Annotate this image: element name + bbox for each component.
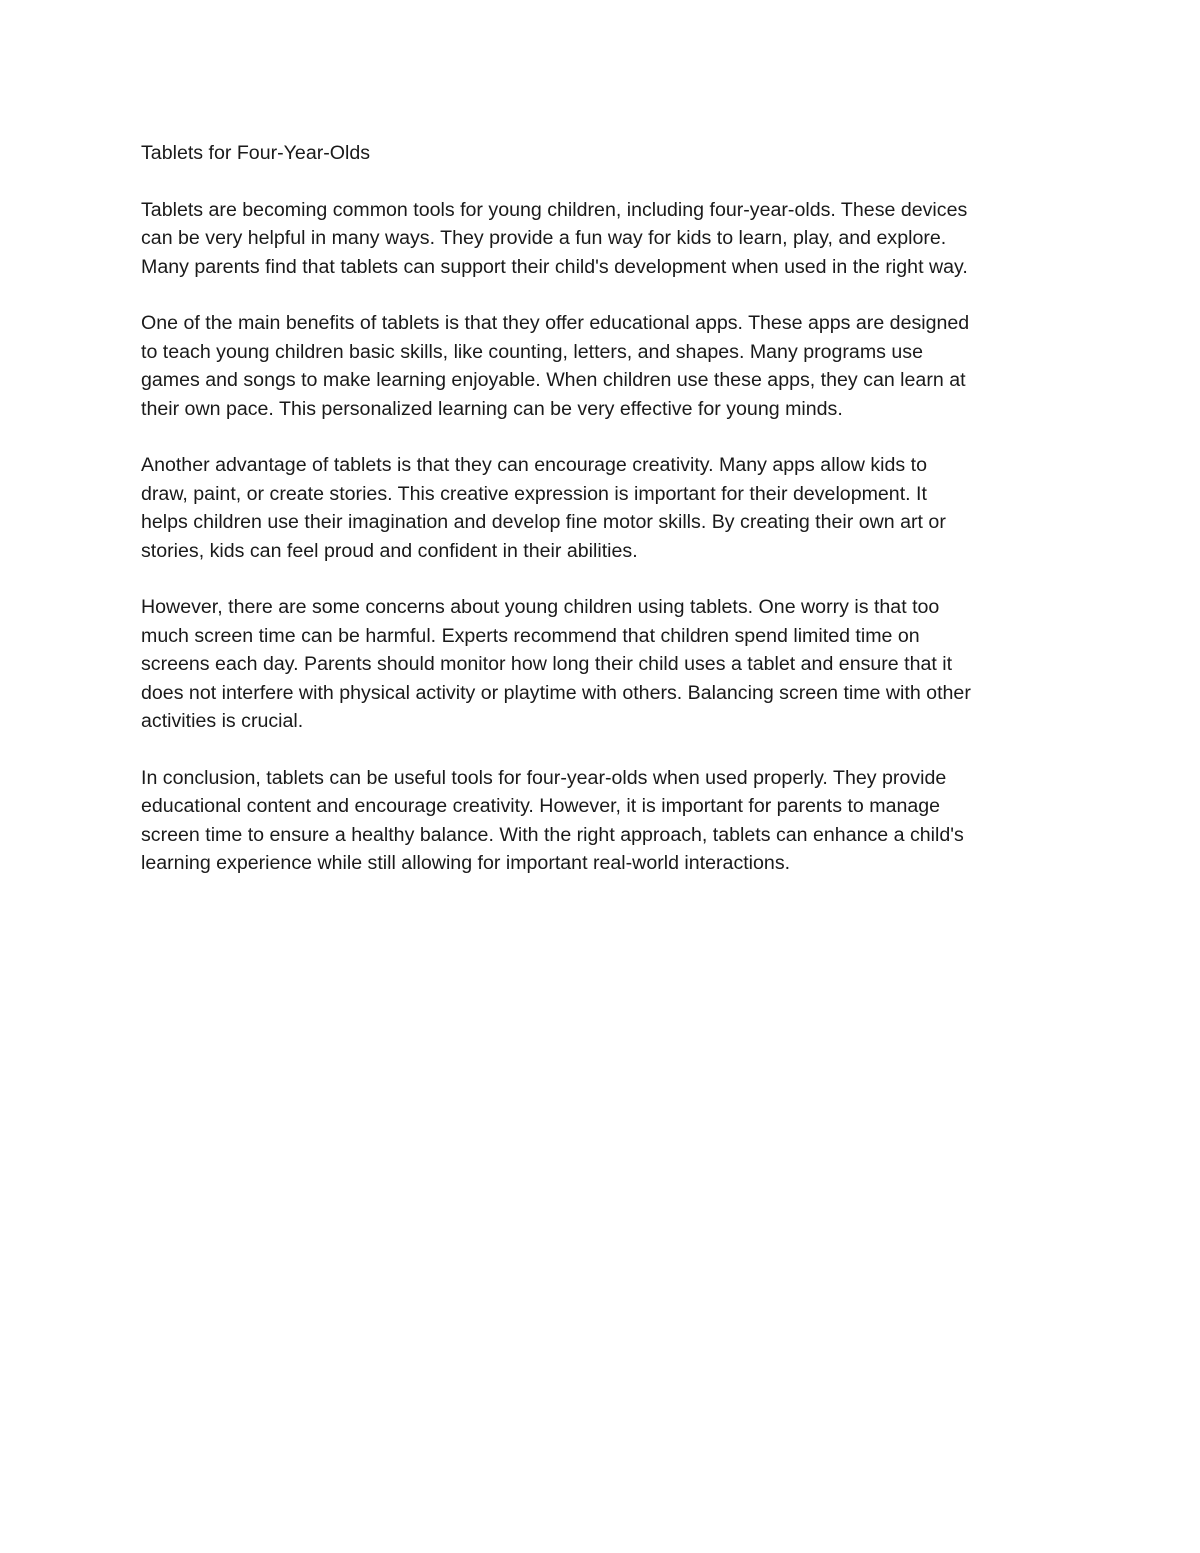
paragraph-line: helps children use their imagination and develop fine motor skills. By creating their own art or [141, 511, 946, 534]
paragraph-line: Another advantage of tablets is that they can encourage creativity. Many apps allow kids to [141, 454, 928, 477]
paragraph-introduction [141, 196, 1071, 281]
document-title: Tablets for Four-Year-Olds [141, 142, 371, 164]
paragraph-line: can be very helpful in many ways. They provide a fun way for kids to learn, play, and explore. [141, 227, 947, 250]
paragraph-line: stories, kids can feel proud and confident in their abilities. [141, 539, 638, 562]
paragraph-line: much screen time can be harmful. Experts recommend that children spend limited time on [141, 624, 920, 647]
document-body [141, 139, 1071, 906]
paragraph-conclusion [141, 764, 1071, 878]
paragraph-line: does not interfere with physical activity or playtime with others. Balancing screen time with other [141, 681, 971, 704]
paragraph-line: One of the main benefits of tablets is that they offer educational apps. These apps are designed [141, 312, 970, 335]
paragraph-line: In conclusion, tablets can be useful tools for four-year-olds when used properly. They provide [141, 766, 947, 789]
paragraph-line: learning experience while still allowing for important real-world interactions. [141, 852, 791, 875]
paragraph-line: screen time to ensure a healthy balance. With the right approach, tablets can enhance a child's [141, 823, 964, 846]
paragraph-line: educational content and encourage creativity. However, it is important for parents to manage [141, 795, 941, 818]
paragraph-line: their own pace. This personalized learning can be very effective for young minds. [141, 397, 843, 420]
paragraph-line: to teach young children basic skills, like counting, letters, and shapes. Many programs use [141, 340, 923, 363]
paragraph-educational-apps [141, 309, 1071, 423]
paragraph-line: activities is crucial. [141, 710, 304, 733]
paragraph-line: games and songs to make learning enjoyable. When children use these apps, they can learn at [141, 369, 966, 392]
paragraph-line: However, there are some concerns about young children using tablets. One worry is that too [141, 596, 940, 619]
paragraph-creativity [141, 451, 1071, 565]
paragraph-line: Tablets are becoming common tools for young children, including four-year-olds. These devices [141, 198, 968, 221]
paragraph-line: screens each day. Parents should monitor how long their child uses a tablet and ensure that it [141, 653, 953, 676]
paragraph-concerns [141, 593, 1071, 735]
paragraph-line: draw, paint, or create stories. This creative expression is important for their development. It [141, 482, 927, 505]
paragraph-line: Many parents find that tablets can support their child's development when used in the right way. [141, 255, 968, 278]
